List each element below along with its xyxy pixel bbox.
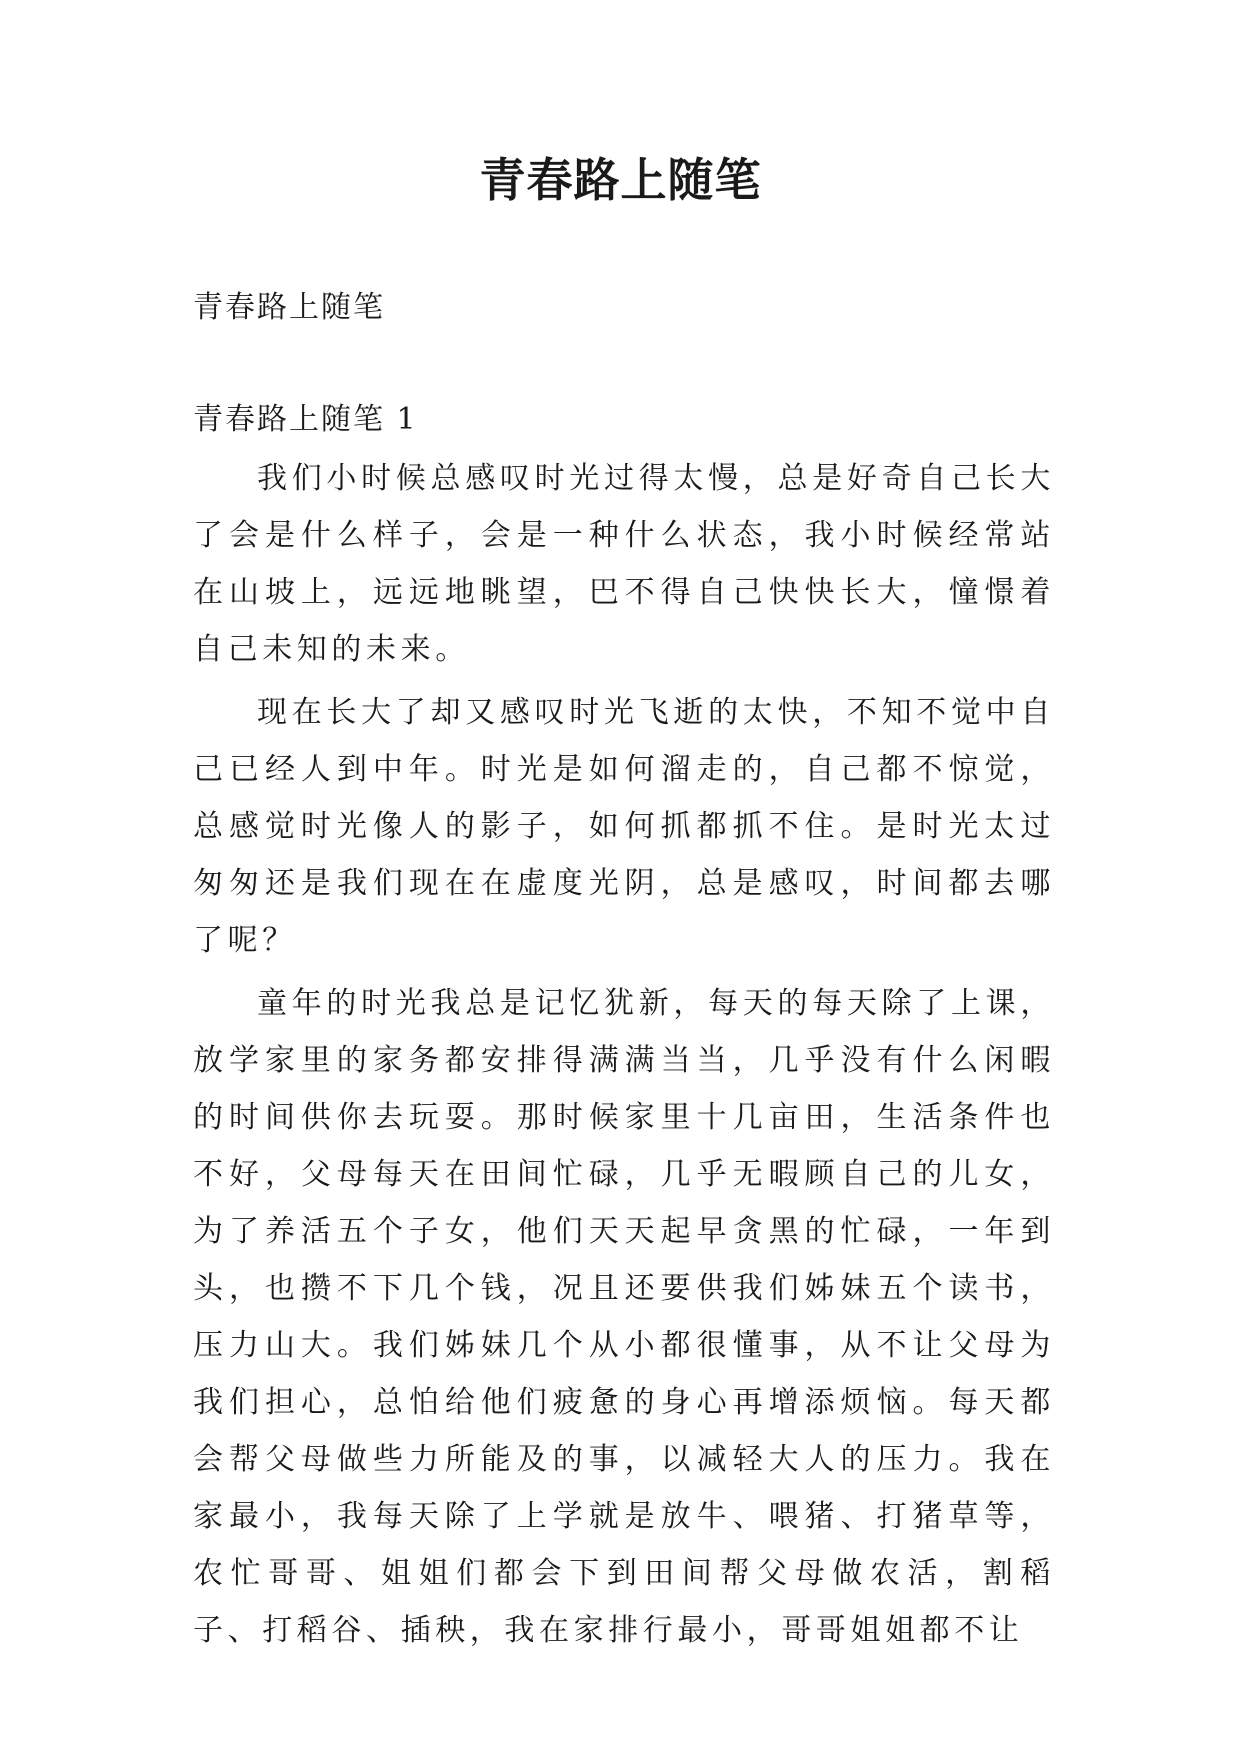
paragraph-2: 现在长大了却又感叹时光飞逝的太快，不知不觉中自己已经人到中年。时光是如何溜走的，自己都不惊觉，总感觉时光像人的影子，如何抓都抓不住。是时光太过匆匆还是我们现在在虚度光阴，总是感叹，时间都去哪了呢？ <box>193 695 1055 958</box>
paragraph-3: 童年的时光我总是记忆犹新，每天的每天除了上课，放学家里的家务都安排得满满当当，几乎没有什么闲暇的时间供你去玩耍。那时候家里十几亩田，生活条件也不好，父母每天在田间忙碌，几乎无暇顾自己的儿女，为了养活五个子女，他们天天起早贪黑的忙碌，一年到头，也攒不下几个钱，况且还要供我们姊妹五个读书，压力山大。我们姊妹几个从小都很懂事，从不让父母为我们担心，总怕给他们疲惫的身心再增添烦恼。每天都会帮父母做些力所能及的事，以减轻大人的压力。我在家最小，我每天除了上学就是放牛、喂猪、打猪草等，农忙哥哥、姐姐们都会下到田间帮父母做农活，割稻子、打稻谷、插秧，我在家排行最小，哥哥姐姐都不让 <box>193 986 1055 1648</box>
document-subtitle: 青春路上随笔 <box>193 290 385 325</box>
section-heading: 青春路上随笔 1 <box>193 402 418 437</box>
document-body <box>193 286 1055 1659</box>
document-title: 青春路上随笔 <box>479 153 762 207</box>
paragraph-1: 我们小时候总感叹时光过得太慢，总是好奇自己长大了会是什么样子，会是一种什么状态，我小时候经常站在山坡上，远远地眺望，巴不得自己快快长大，憧憬着自己未知的未来。 <box>193 461 1055 667</box>
